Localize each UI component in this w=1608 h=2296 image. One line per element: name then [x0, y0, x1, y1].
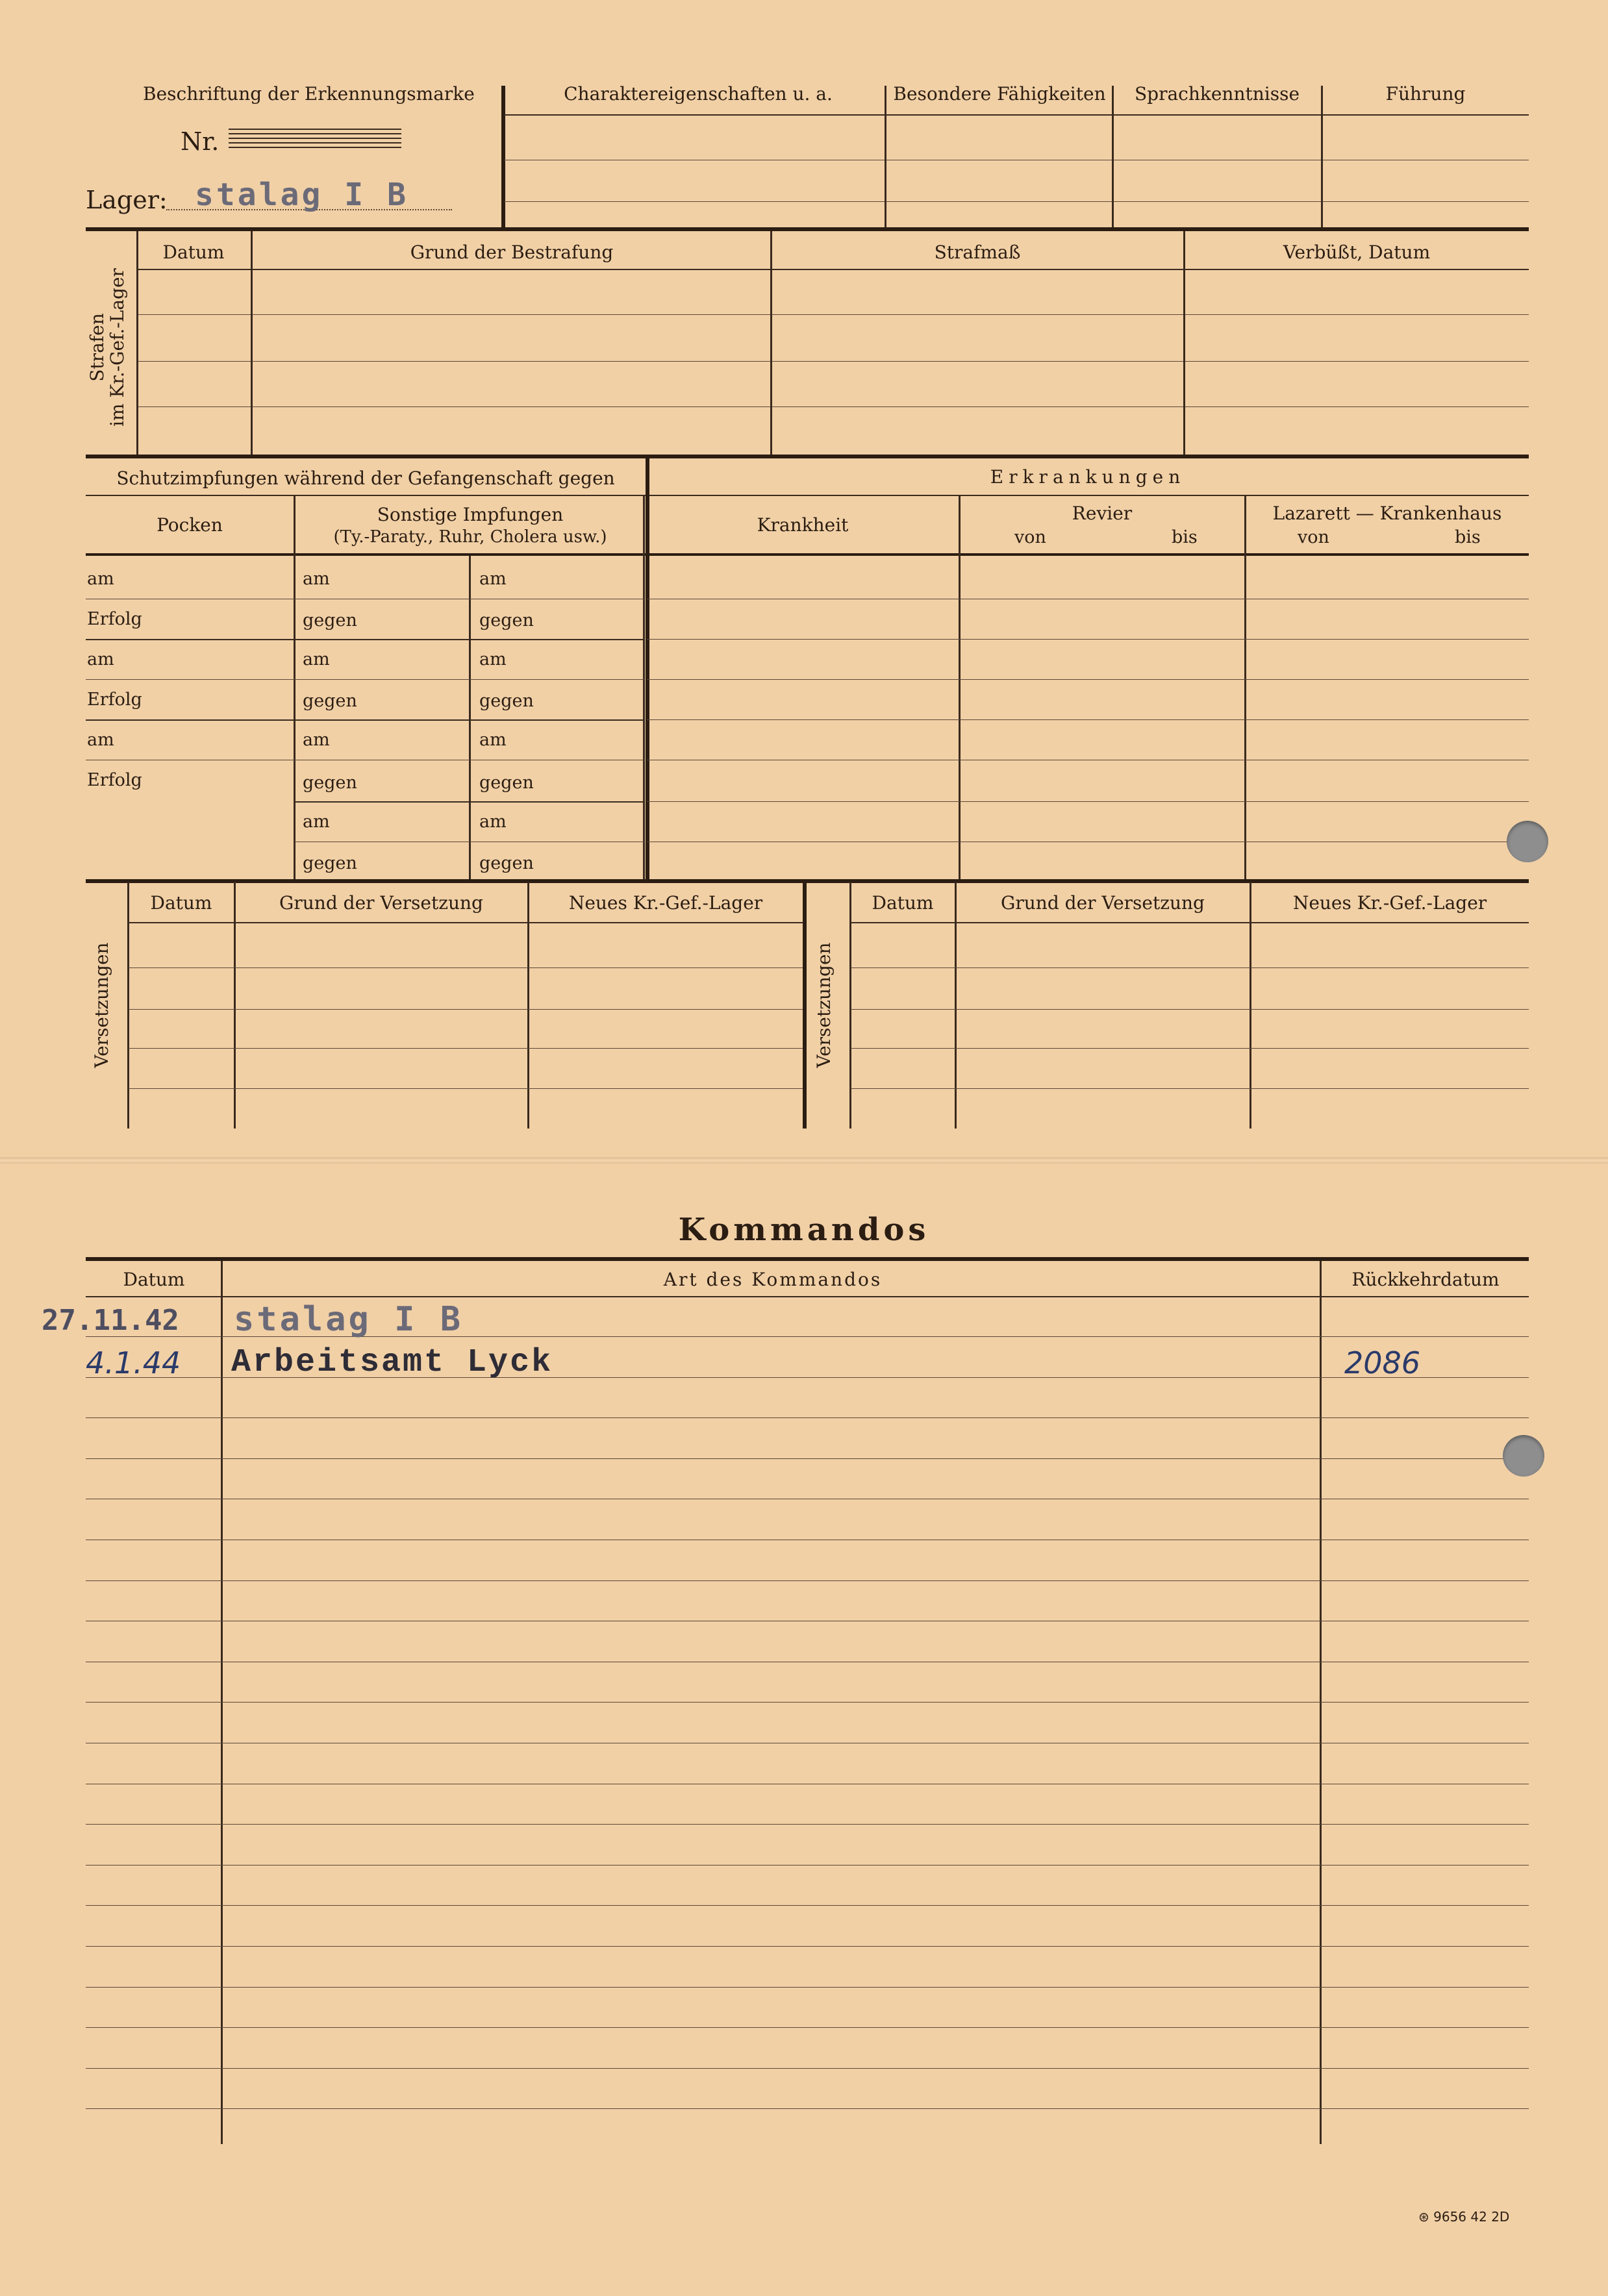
komm-row-1-art: stalag I B — [234, 1300, 464, 1339]
kommandos-row-line — [86, 1417, 1529, 1418]
rule — [86, 639, 644, 640]
print-code-text: 9656 42 2D — [1433, 2209, 1510, 2225]
rule — [295, 801, 644, 803]
sonst-gegen-3b: gegen — [479, 773, 534, 793]
pocken-am-3: am — [87, 730, 114, 750]
rule — [851, 1088, 1529, 1089]
divider — [127, 882, 129, 1129]
rule — [504, 114, 1529, 116]
erk-revier-bis: bis — [1172, 527, 1198, 547]
col-header-faehigkeiten: Besondere Fähigkeiten — [893, 83, 1106, 105]
kommandos-row-line — [86, 1865, 1529, 1866]
strafen-side-label-1: Strafen — [86, 313, 108, 382]
rule — [129, 1048, 803, 1049]
section-rule — [86, 879, 1529, 883]
erkennungsmarke-label: Beschriftung der Erkennungsmarke — [143, 83, 475, 105]
sonst-am-4b: am — [479, 812, 507, 832]
kommandos-row-line — [86, 2027, 1529, 2028]
divider — [1250, 882, 1251, 1129]
nr-label: Nr. — [181, 127, 220, 156]
sonst-am-2a: am — [303, 649, 330, 669]
komm-header-art: Art des Kommandos — [663, 1269, 883, 1290]
divider — [234, 882, 236, 1129]
sonst-am-1a: am — [303, 569, 330, 589]
rule — [851, 967, 1529, 968]
print-code — [1418, 2209, 1509, 2225]
divider — [527, 882, 529, 1129]
pocken-erfolg-1: Erfolg — [87, 609, 142, 629]
col-header-sprachen: Sprachkenntnisse — [1134, 83, 1300, 105]
rule — [86, 1296, 1529, 1297]
pocken-am-1: am — [87, 569, 114, 589]
erk-header-krankheit: Krankheit — [757, 514, 849, 536]
vers2-header-datum: Datum — [872, 892, 934, 914]
divider — [501, 86, 505, 227]
divider — [469, 556, 471, 880]
col-header-fuehrung: Führung — [1385, 83, 1466, 105]
kommandos-row-line — [86, 1905, 1529, 1906]
impf-header-pocken: Pocken — [157, 514, 223, 536]
lager-label: Lager: — [86, 186, 168, 214]
rule — [138, 269, 1529, 270]
vers1-header-lager: Neues Kr.-Gef.-Lager — [568, 892, 763, 914]
kommandos-row-line — [86, 2068, 1529, 2069]
rule — [86, 679, 644, 680]
divider — [1321, 86, 1323, 227]
punch-hole-lower — [1503, 1435, 1544, 1477]
erk-lazarett-von: von — [1298, 527, 1329, 547]
komm-row-2-art: Arbeitsamt Lyck — [231, 1344, 553, 1381]
rule — [851, 922, 1529, 923]
divider — [221, 1261, 223, 2144]
divider — [955, 882, 957, 1129]
erk-header-lazarett: Lazarett — Krankenhaus — [1272, 503, 1502, 524]
divider — [770, 231, 772, 455]
nr-field[interactable] — [229, 129, 401, 151]
sonst-gegen-3a: gegen — [303, 773, 357, 793]
rule — [851, 1048, 1529, 1049]
pocken-am-2: am — [87, 649, 114, 669]
komm-row-2-rueckkehr: 2086 — [1344, 1345, 1421, 1380]
vers2-header-grund: Grund der Versetzung — [1001, 892, 1205, 914]
sonst-am-2b: am — [479, 649, 507, 669]
komm-row-2-datum: 4.1.44 — [86, 1345, 181, 1380]
pocken-erfolg-2: Erfolg — [87, 690, 142, 710]
kommandos-row-line — [86, 1580, 1529, 1581]
komm-header-rueckkehr: Rückkehrdatum — [1351, 1269, 1500, 1290]
sonst-gegen-1a: gegen — [303, 610, 357, 630]
sonst-am-1b: am — [479, 569, 507, 589]
punch-hole-upper — [1507, 821, 1548, 862]
sonst-am-3b: am — [479, 730, 507, 750]
col-header-charakter: Charaktereigenschaften u. a. — [564, 83, 833, 105]
rule — [138, 406, 1529, 407]
divider — [803, 882, 807, 1129]
sonst-gegen-2a: gegen — [303, 691, 357, 711]
divider — [643, 496, 645, 880]
strafen-header-grund: Grund der Bestrafung — [410, 242, 614, 263]
kommandos-row-line — [86, 1946, 1529, 1947]
rule — [86, 553, 1529, 556]
erk-header-revier: Revier — [1072, 503, 1133, 524]
divider — [849, 882, 851, 1129]
rule — [129, 1009, 803, 1010]
erkrankungen-title: Erkrankungen — [990, 466, 1186, 488]
strafen-side-label — [88, 250, 133, 445]
sonst-gegen-2b: gegen — [479, 691, 534, 711]
impf-header-sonstige-2: (Ty.-Paraty., Ruhr, Cholera usw.) — [333, 527, 607, 547]
erk-lazarett-bis: bis — [1455, 527, 1481, 547]
impf-header-sonstige-1: Sonstige Impfungen — [377, 504, 564, 525]
rule — [86, 719, 644, 721]
rule — [138, 361, 1529, 362]
vers2-header-lager: Neues Kr.-Gef.-Lager — [1292, 892, 1487, 914]
strafen-header-strafmass: Strafmaß — [934, 242, 1021, 263]
rule — [647, 679, 1529, 680]
kommandos-row-line — [86, 1702, 1529, 1703]
section-rule — [86, 227, 1529, 231]
divider — [1244, 496, 1246, 880]
divider — [1112, 86, 1114, 227]
vers1-header-datum: Datum — [150, 892, 212, 914]
divider — [294, 496, 295, 880]
vers1-side-label: Versetzungen — [91, 942, 112, 1068]
strafen-header-verbuesst: Verbüßt, Datum — [1283, 242, 1431, 263]
komm-header-datum: Datum — [123, 1269, 185, 1290]
kommandos-row-line — [86, 1824, 1529, 1825]
strafen-side-label-2: im Kr.-Gef.-Lager — [106, 268, 128, 427]
vers2-side-label: Versetzungen — [813, 942, 835, 1068]
rule — [129, 1088, 803, 1089]
kommandos-row-line — [86, 2108, 1529, 2109]
strafen-header-datum: Datum — [162, 242, 225, 263]
rule — [86, 495, 1529, 496]
rule — [138, 314, 1529, 315]
divider — [959, 496, 961, 880]
section-rule — [86, 1257, 1529, 1261]
sonst-gegen-4b: gegen — [479, 853, 534, 873]
rule — [647, 639, 1529, 640]
section-rule — [86, 455, 1529, 458]
divider — [1183, 231, 1185, 455]
komm-row-1-datum: 27.11.42 — [42, 1304, 179, 1337]
rule — [504, 201, 1529, 202]
divider — [251, 231, 253, 455]
rule — [129, 967, 803, 968]
lager-stamp: stalag I B — [195, 177, 408, 213]
rule — [647, 719, 1529, 720]
rule — [851, 1009, 1529, 1010]
sonst-am-4a: am — [303, 812, 330, 832]
rule — [129, 922, 803, 923]
sonst-gegen-4a: gegen — [303, 853, 357, 873]
pocken-erfolg-3: Erfolg — [87, 770, 142, 790]
sonst-gegen-1b: gegen — [479, 610, 534, 630]
impfungen-title: Schutzimpfungen während der Gefangenschaft gegen — [116, 468, 615, 489]
kommandos-row-line — [86, 1987, 1529, 1988]
kommandos-title: Kommandos — [678, 1212, 930, 1248]
divider — [1320, 1261, 1322, 2144]
card-fold — [0, 1157, 1608, 1164]
kommandos-row-line — [86, 1458, 1529, 1459]
print-mark-icon: ⊛ — [1418, 2209, 1429, 2225]
divider — [136, 231, 138, 455]
vers1-header-grund: Grund der Versetzung — [279, 892, 483, 914]
rule — [647, 801, 1529, 802]
divider — [885, 86, 886, 227]
erk-revier-von: von — [1014, 527, 1046, 547]
sonst-am-3a: am — [303, 730, 330, 750]
